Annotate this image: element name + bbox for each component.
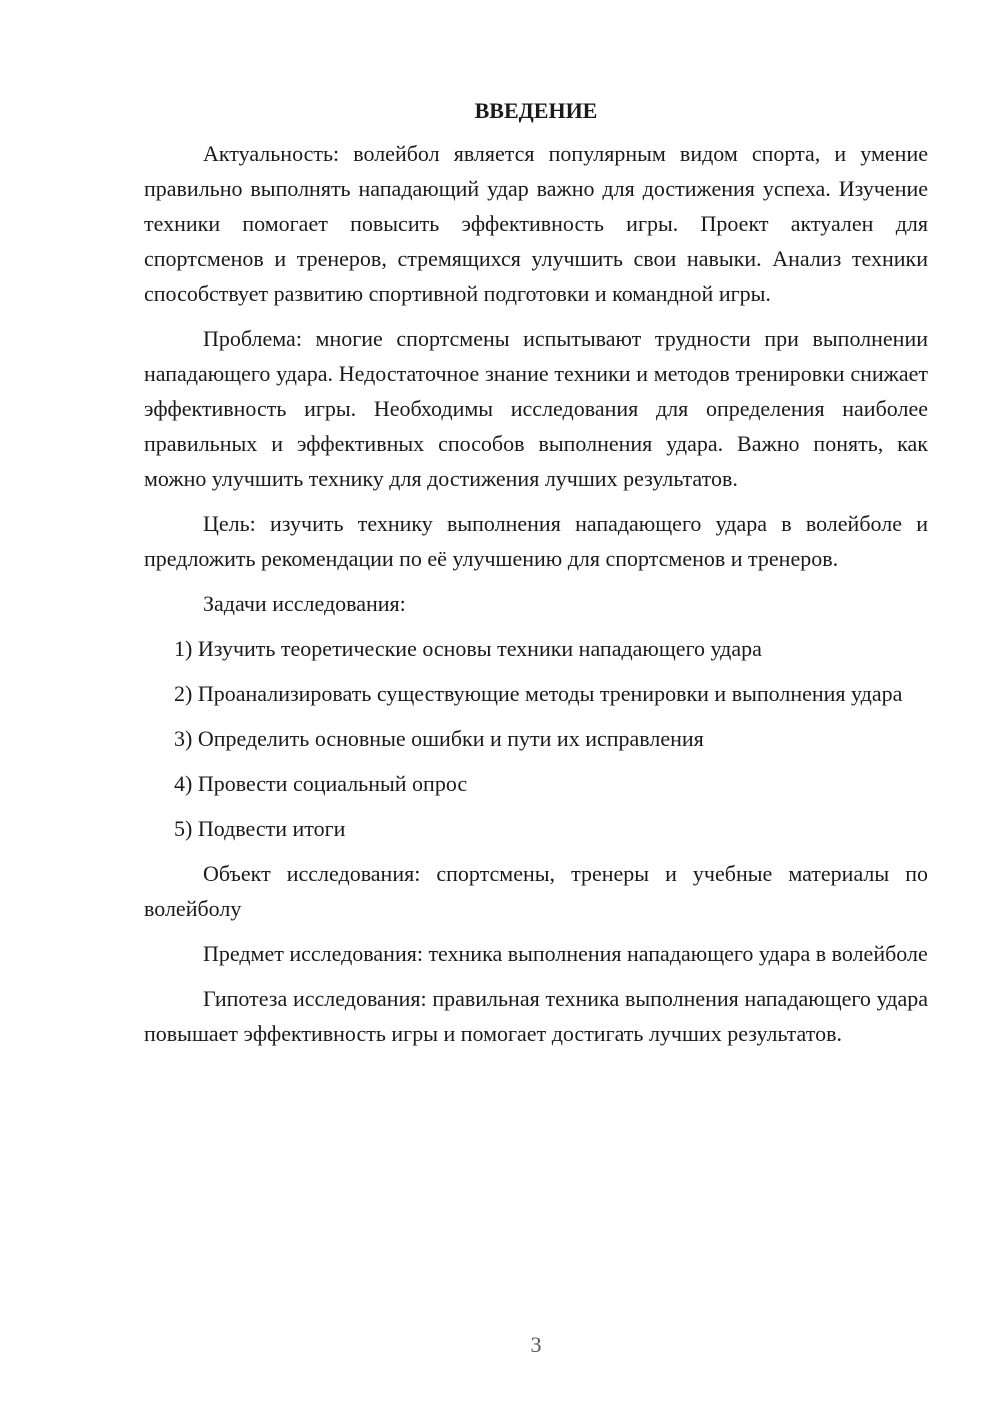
paragraph-problem: Проблема: многие спортсмены испытывают трудности при выполнении нападающего удара. Недостаточное знание техники и методов тренировки снижает эффективность игры. Необходимы исследования для определения наиболее правильных и эффективных способов выполнения удара. Важно понять, как можно улучшить технику для достижения лучших результатов.: [144, 326, 928, 491]
task-item: 4) Провести социальный опрос: [174, 771, 468, 796]
task-item: 5) Подвести итоги: [174, 816, 346, 841]
page-number: 3: [530, 1332, 542, 1357]
paragraph-subject: Предмет исследования: техника выполнения нападающего удара в волейболе: [203, 941, 928, 966]
task-item: 2) Проанализировать существующие методы тренировки и выполнения удара: [174, 681, 903, 706]
paragraph-hypothesis: Гипотеза исследования: правильная техника выполнения нападающего удара повышает эффективность игры и помогает достигать лучших результатов.: [144, 986, 928, 1046]
paragraph-goal: Цель: изучить технику выполнения нападающего удара в волейболе и предложить рекомендации по её улучшению для спортсменов и тренеров.: [144, 511, 928, 571]
task-item: 1) Изучить теоретические основы техники нападающего удара: [174, 636, 762, 661]
paragraph-object: Объект исследования: спортсмены, тренеры и учебные материалы по волейболу: [144, 861, 928, 921]
paragraph-tasks-heading: Задачи исследования:: [203, 591, 406, 616]
task-item: 3) Определить основные ошибки и пути их исправления: [174, 726, 704, 751]
section-title: ВВЕДЕНИЕ: [474, 98, 598, 123]
page-content: [144, 96, 928, 1061]
paragraph-relevance: Актуальность: волейбол является популярным видом спорта, и умение правильно выполнять нападающий удар важно для достижения успеха. Изучение техники помогает повысить эффективность игры. Проект актуален для спортсменов и тренеров, стремящихся улучшить свои навыки. Анализ техники способствует развитию спортивной подготовки и командной игры.: [144, 141, 928, 306]
